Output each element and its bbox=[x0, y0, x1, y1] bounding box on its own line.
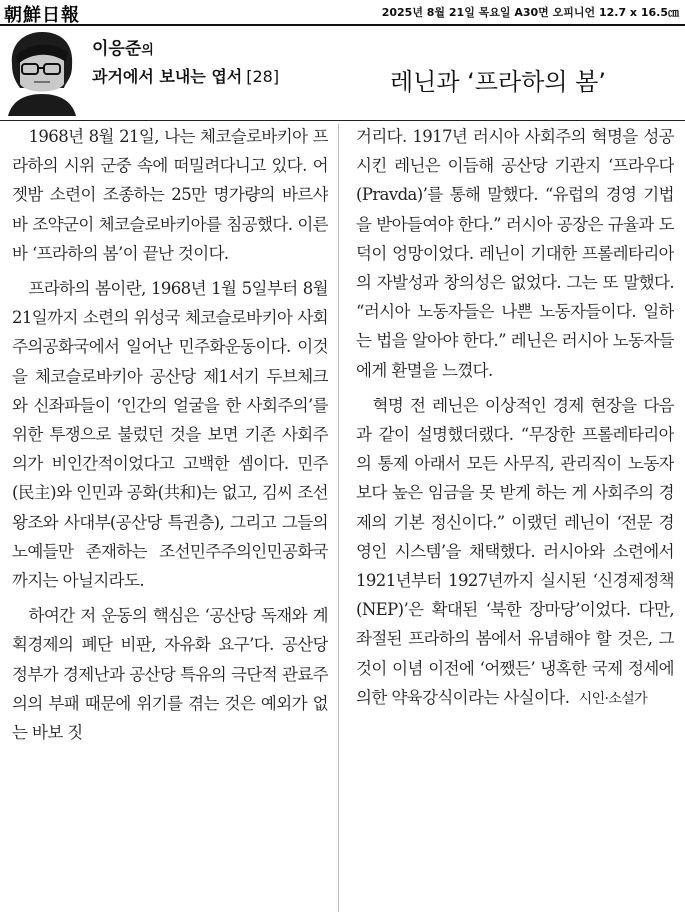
article-column-left bbox=[12, 120, 328, 916]
author-byline: 시인·소설가 bbox=[578, 690, 648, 707]
article-headline: 레닌과 ‘프라하의 봄’ bbox=[390, 68, 606, 96]
article-paragraph: 하여간 저 운동의 핵심은 ‘공산당 독재와 계획경제의 폐단 비판, 자유화 요구’다. 공산당 정부가 경제난과 공산당 특유의 극단적 관료주의의 부패 때문에 위기를 겪는 것은 예외가 없는 바보 짓 bbox=[12, 606, 328, 743]
author-suffix: 의 bbox=[141, 43, 154, 58]
series-number: [28] bbox=[246, 67, 280, 86]
author-name-line bbox=[92, 34, 154, 59]
article-paragraph: 거리다. 1917년 러시아 사회주의 혁명을 성공시킨 레닌은 이듬해 공산당 기관지 ‘프라우다(Pravda)’를 통해 말했다. “유럽의 경영 기법을 받아들여야 한다.” 러시아 공장은 규율과 도덕이 엉망이었다. 레닌이 기대한 프롤레타리아의 자발성과 창의성은 없었다. 그는 또 말했다. “러시아 노동자들은 나쁜 노동자들이다. 일하는 법을 알아야 한다.” 레닌은 러시아 노동자들에게 환멸을 느꼈다. bbox=[356, 127, 674, 380]
series-name: 과거에서 보내는 엽서 bbox=[92, 67, 243, 86]
author-name: 이응준 bbox=[92, 39, 142, 59]
newspaper-masthead bbox=[0, 0, 685, 26]
article-paragraph: 프라하의 봄이란, 1968년 1월 5일부터 8월 21일까지 소련의 위성국 체코슬로바키아 사회주의공화국에서 일어난 민주화운동이다. 이것을 체코슬로바키아 공산당 제1서기 두브체크와 신좌파들이 ‘인간의 얼굴을 한 사회주의’를 위한 투쟁으로 불렀던 것을 보면 기존 사회주의가 비인간적이었다고 고백한 셈이다. 민주(民主)와 인민과 공화(共和)는 없고, 김씨 조선 왕조와 사대부(공산당 특권층), 그리고 그들의 노예들만 존재하는 조선민주주의인민공화국까지는 아닐지라도. bbox=[12, 279, 328, 591]
column-divider bbox=[338, 124, 339, 912]
article-column-right bbox=[356, 120, 674, 916]
newspaper-name: 朝鮮日報 bbox=[4, 5, 80, 26]
article-paragraph: 1968년 8월 21일, 나는 체코슬로바키아 프라하의 시위 군중 속에 떠밀려다니고 있다. 어젯밤 소련이 조종하는 25만 명가량의 바르샤바 조약군이 체코슬로바키아를 침공했다. 이른바 ‘프라하의 봄’이 끝난 것이다. bbox=[12, 127, 328, 263]
column-header bbox=[0, 26, 685, 121]
article-paragraph-last bbox=[356, 391, 674, 714]
issue-info: 2025년 8월 21일 목요일 A30면 오피니언 12.7 x 16.5㎝ bbox=[381, 6, 679, 19]
series-title-line bbox=[92, 64, 279, 87]
article-paragraph-text: 혁명 전 레닌은 이상적인 경제 현장을 다음과 같이 설명했더랬다. “무장한 프롤레타리아의 통제 아래서 모든 사무직, 관리직이 노동자보다 높은 임금을 못 받게 하는 게 사회주의 경제의 기본 정신이다.” 이랬던 레닌이 ‘전문 경영인 시스템’을 채택했다. 러시아와 소련에서 1921년부터 1927년까지 실시된 ‘신경제정책(NEP)’은 확대된 ‘북한 장마당’이었다. 다만, 좌절된 프라하의 봄에서 유념해야 할 것은, 그것이 이념 이전에 ‘어쨌든’ 냉혹한 국제 정세에 의한 약육강식이라는 사실이다. bbox=[356, 395, 674, 707]
author-portrait bbox=[6, 30, 78, 116]
